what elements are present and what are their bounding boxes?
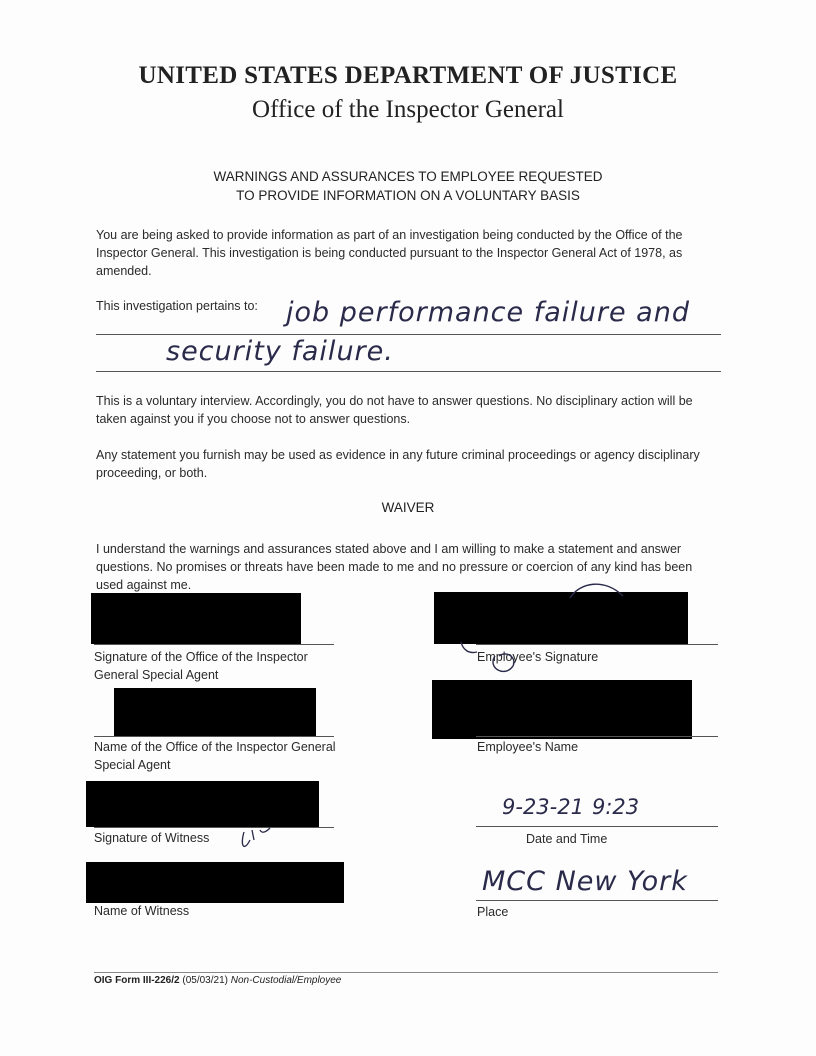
employee-signature-label: Employee's Signature [477, 650, 599, 664]
place-label: Place [477, 905, 509, 919]
place-line [476, 900, 718, 901]
date-handwritten: 9-23-21 [502, 795, 584, 819]
witness-signature-scribble [230, 826, 280, 856]
agency-title: UNITED STATES DEPARTMENT OF JUSTICE [138, 62, 678, 89]
employee-name-line [476, 736, 718, 737]
redaction-employee-name [432, 680, 692, 739]
oig-signature-line [94, 644, 334, 645]
investigation-label: This investigation pertains to: [96, 299, 258, 313]
form-title-line2: TO PROVIDE INFORMATION ON A VOLUNTARY BASIS [236, 188, 580, 203]
redaction-oig-signature [91, 593, 301, 644]
investigation-handwritten-2: security failure. [166, 336, 394, 367]
oig-name-label: Name of the Office of the Inspector General Special Agent [94, 740, 336, 772]
redaction-oig-name [114, 688, 316, 736]
place-handwritten: MCC New York [482, 866, 688, 897]
witness-name-label: Name of Witness [94, 904, 190, 918]
time-handwritten: 9:23 [592, 795, 640, 819]
voluntary-paragraph: This is a voluntary interview. Accordingly, you do not have to answer questions. No disciplinary action will be taken against you if you choose not to answer questions. [96, 394, 693, 426]
office-title: Office of the Inspector General [252, 96, 564, 123]
date-time-line [476, 826, 718, 827]
form-footer [94, 975, 341, 986]
footer-form-date: (05/03/21) [182, 975, 228, 986]
oig-signature-label: Signature of the Office of the Inspector General Special Agent [94, 650, 308, 682]
investigation-handwritten-1: job performance failure and [286, 297, 690, 328]
waiver-title: WAIVER [381, 500, 435, 515]
investigation-line-2 [96, 371, 721, 372]
redaction-witness-signature [86, 781, 319, 827]
employee-name-label: Employee's Name [477, 740, 579, 754]
redaction-witness-name [86, 862, 344, 903]
evidence-paragraph: Any statement you furnish may be used as evidence in any future criminal proceedings or agency disciplinary proceeding, or both. [96, 448, 700, 480]
footer-rule [94, 972, 718, 973]
witness-signature-line [94, 827, 334, 828]
form-title-line1: WARNINGS AND ASSURANCES TO EMPLOYEE REQUESTED [213, 169, 603, 184]
witness-signature-label: Signature of Witness [94, 831, 210, 845]
employee-signature-scribble [455, 560, 635, 680]
footer-form-id: OIG Form III-226/2 [94, 975, 180, 986]
footer-form-type: Non-Custodial/Employee [230, 975, 342, 986]
investigation-line-1 [96, 334, 721, 335]
form-title [0, 167, 816, 205]
oig-name-line [94, 736, 334, 737]
date-time-label: Date and Time [526, 832, 608, 846]
intro-paragraph: You are being asked to provide information as part of an investigation being conducted by the Office of the Inspector General. This investigation is being conducted pursuant to the Inspector General Act of 1978, as amended. [96, 228, 683, 278]
waiver-text: I understand the warnings and assurances stated above and I am willing to make a statement and answer questions. No promises or threats have been made to me and no pressure or coercion of any kind has been used against me. [96, 542, 693, 592]
